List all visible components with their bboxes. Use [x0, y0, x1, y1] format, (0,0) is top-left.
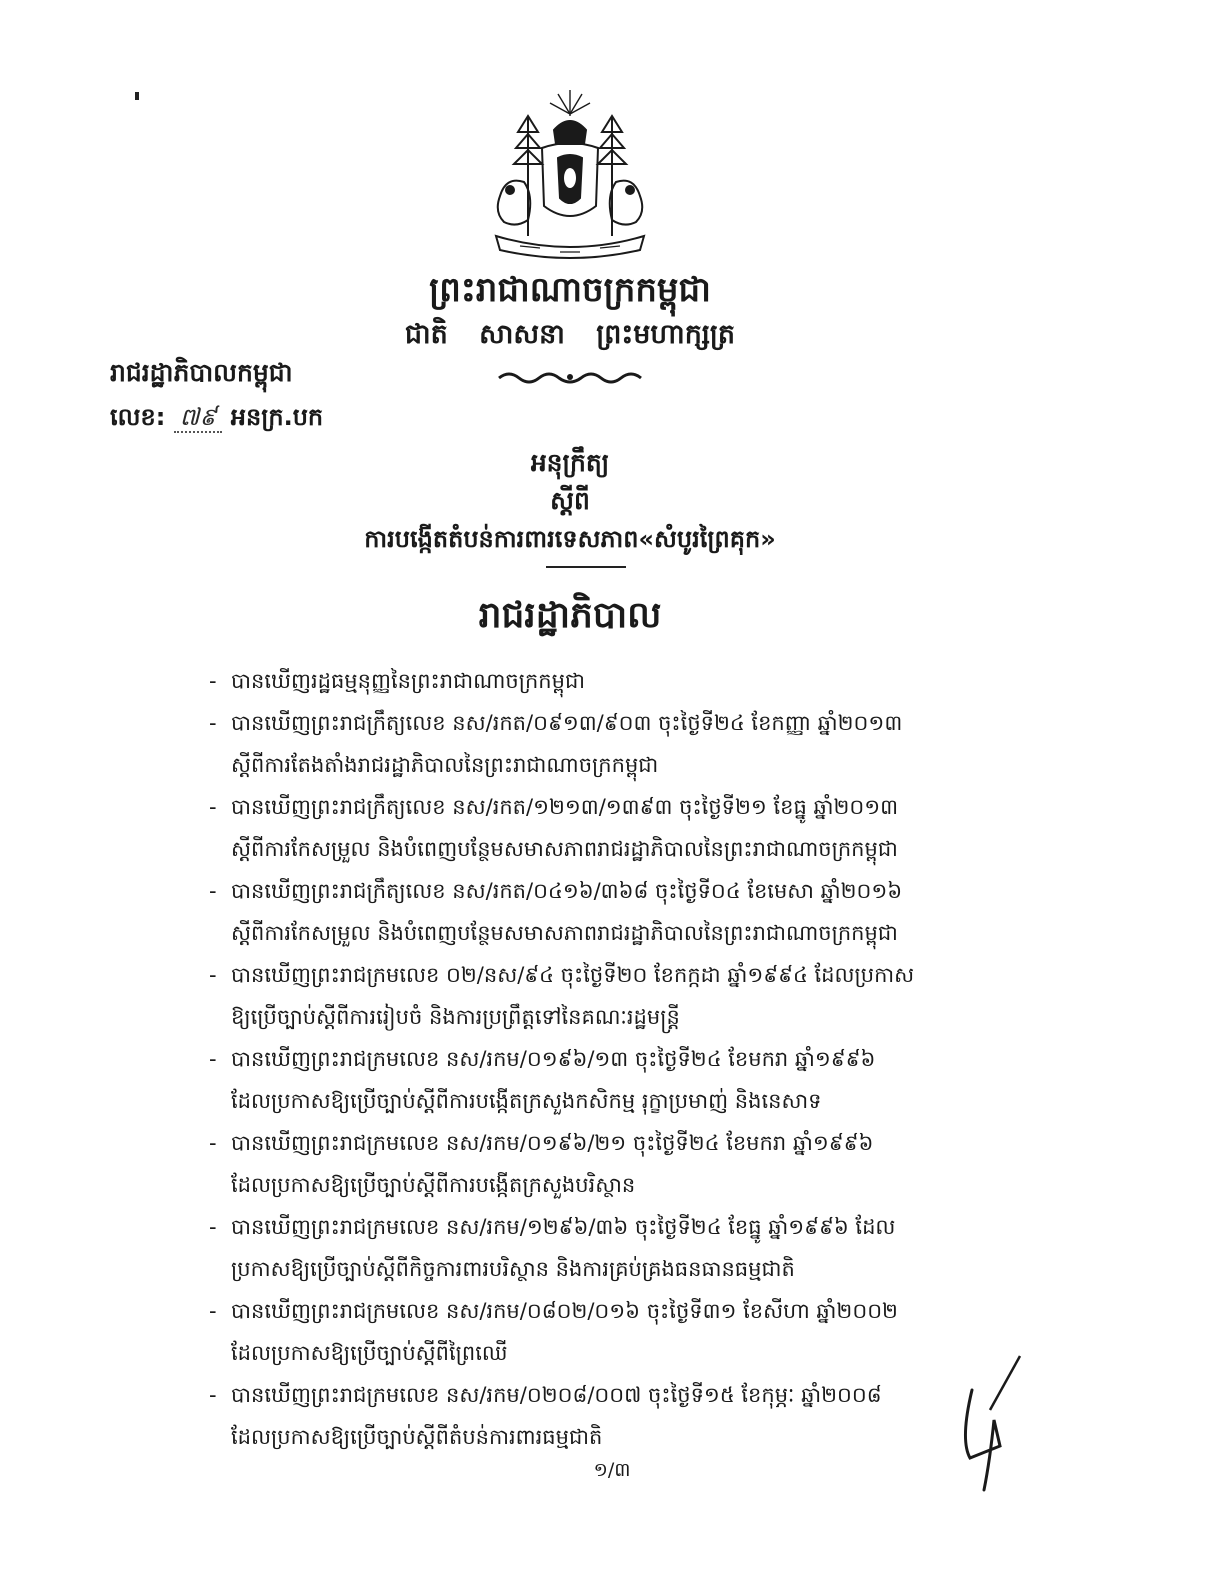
document-number [110, 402, 323, 437]
body-heading: រាជរដ្ឋាភិបាល [478, 595, 662, 636]
document-about: ស្តីពី [550, 486, 590, 515]
list-item: - បានឃើញព្រះរាជក្រមលេខ នស/រកម/០២០៨/០០៧ ចុះថ្ងៃទី១៥ ខែកុម្ភៈ ឆ្នាំ២០០៨ ដែលប្រកាសឱ្យប្រើច្បាប់ស្តីពីតំបន់ការពារធម្មជាតិ [205, 1374, 995, 1458]
list-item: - បានឃើញព្រះរាជក្រមលេខ ០២/នស/៩៤ ចុះថ្ងៃទី២០ ខែកក្កដា ឆ្នាំ១៩៩៤ ដែលប្រកាស ឱ្យប្រើច្បាប់ស្តីពីការរៀបចំ និងការប្រព្រឹត្តទៅនៃគណៈរដ្ឋមន្ត្រី [205, 954, 995, 1038]
page-number: ១/៣ [593, 1459, 631, 1481]
list-item: - បានឃើញព្រះរាជក្រឹត្យលេខ នស/រកត/០៩១៣/៩០៣ ចុះថ្ងៃទី២៤ ខែកញ្ញា ឆ្នាំ២០១៣ ស្តីពីការតែងតាំងរាជរដ្ឋាភិបាលនៃព្រះរាជាណាចក្រកម្ពុជា [205, 702, 995, 786]
document-type: អនុក្រឹត្យ [530, 448, 610, 477]
considerations-list [205, 660, 995, 1458]
document-subject: ការបង្កើតតំបន់ការពារទេសភាព«សំបូរព្រៃគុក» [364, 525, 776, 553]
issuing-body: រាជរដ្ឋាភិបាលកម្ពុជា [110, 358, 293, 387]
list-item: - បានឃើញព្រះរាជក្រមលេខ នស/រកម/០១៩៦/១៣ ចុះថ្ងៃទី២៤ ខែមករា ឆ្នាំ១៩៩៦ ដែលប្រកាសឱ្យប្រើច្បាប់ស្តីពីការបង្កើតក្រសួងកសិកម្ម រុក្ខាប្រមាញ់ និងនេសាទ [205, 1038, 995, 1122]
national-motto: ជាតិ សាសនា ព្រះមហាក្សត្រ [404, 319, 736, 350]
title-underline [546, 566, 626, 568]
handwritten-number: ៧៩ [174, 403, 223, 433]
list-item: - បានឃើញព្រះរាជក្រឹត្យលេខ នស/រកត/១២១៣/១៣៩៣ ចុះថ្ងៃទី២១ ខែធ្នូ ឆ្នាំ២០១៣ ស្តីពីការកែសម្រួល និងបំពេញបន្ថែមសមាសភាពរាជរដ្ឋាភិបាលនៃព្រះរាជាណាចក្រកម្ពុជា [205, 786, 995, 870]
list-item: - បានឃើញព្រះរាជក្រឹត្យលេខ នស/រកត/០៤១៦/៣៦៨ ចុះថ្ងៃទី០៤ ខែមេសា ឆ្នាំ២០១៦ ស្តីពីការកែសម្រួល និងបំពេញបន្ថែមសមាសភាពរាជរដ្ឋាភិបាលនៃព្រះរាជាណាចក្រកម្ពុជា [205, 870, 995, 954]
royal-coat-of-arms-emblem [480, 86, 660, 264]
list-item: - បានឃើញរដ្ឋធម្មនុញ្ញនៃព្រះរាជាណាចក្រកម្ពុជា [205, 660, 995, 702]
number-suffix: អនក្រ.បក [230, 403, 324, 431]
list-item: - បានឃើញព្រះរាជក្រមលេខ នស/រកម/១២៩៦/៣៦ ចុះថ្ងៃទី២៤ ខែធ្នូ ឆ្នាំ១៩៩៦ ដែល ប្រកាសឱ្យប្រើច្បាប់ស្តីពីកិច្ចការពារបរិស្ថាន និងការគ្រប់គ្រងធនធានធម្មជាតិ [205, 1206, 995, 1290]
ornamental-divider [495, 366, 645, 388]
scan-speck [135, 92, 139, 100]
number-label: លេខ: [110, 403, 166, 431]
list-item: - បានឃើញព្រះរាជក្រមលេខ នស/រកម/០១៩៦/២១ ចុះថ្ងៃទី២៤ ខែមករា ឆ្នាំ១៩៩៦ ដែលប្រកាសឱ្យប្រើច្បាប់ស្តីពីការបង្កើតក្រសួងបរិស្ថាន [205, 1122, 995, 1206]
list-item: - បានឃើញព្រះរាជក្រមលេខ នស/រកម/០៨០២/០១៦ ចុះថ្ងៃទី៣១ ខែសីហា ឆ្នាំ២០០២ ដែលប្រកាសឱ្យប្រើច្បាប់ស្តីពីព្រៃឈើ [205, 1290, 995, 1374]
kingdom-name: ព្រះរាជាណាចក្រកម្ពុជា [429, 270, 711, 310]
